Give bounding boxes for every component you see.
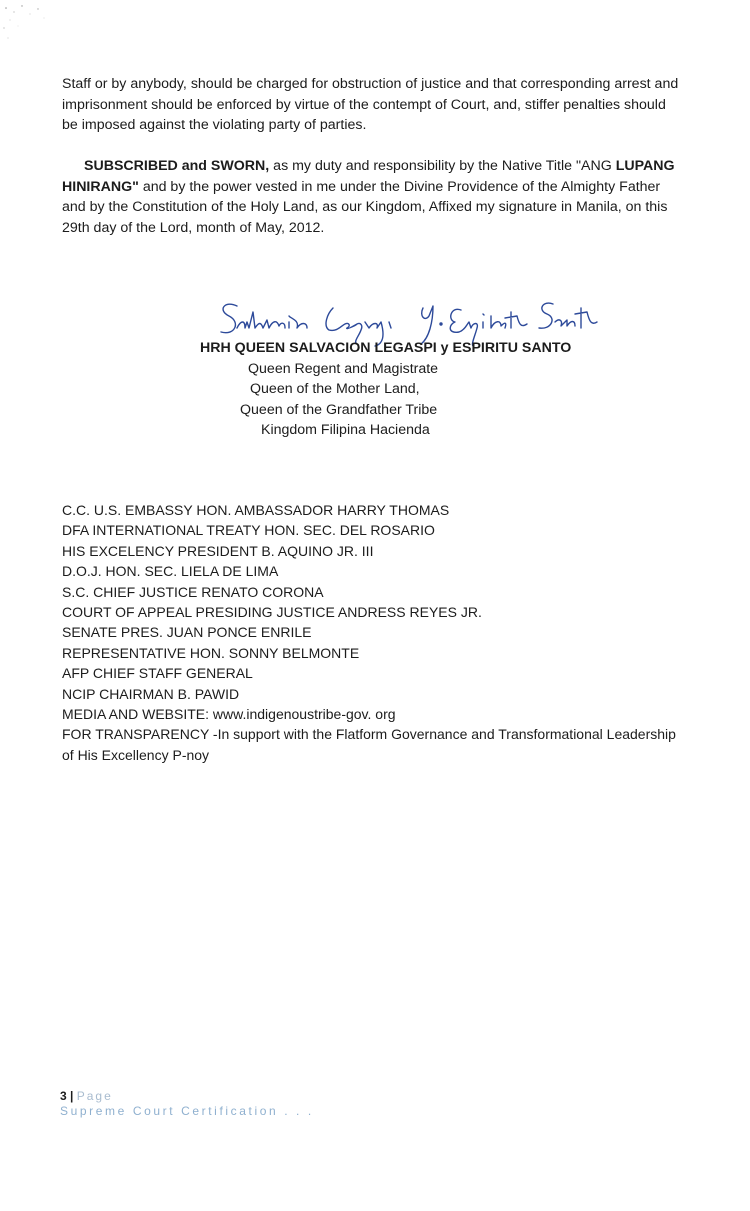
cc-list-item: MEDIA AND WEBSITE: www.indigenoustribe-gov. org xyxy=(62,706,396,723)
cc-list-item: SENATE PRES. JUAN PONCE ENRILE xyxy=(62,624,312,641)
scan-noise xyxy=(0,0,70,50)
signatory-block xyxy=(200,338,620,441)
cc-list-item: AFP CHIEF STAFF GENERAL xyxy=(62,665,253,682)
signatory-title-4: Kingdom Filipina Hacienda xyxy=(261,422,430,438)
oath-text-part1: as my duty and responsibility by the Native Title "ANG xyxy=(269,158,616,174)
body-paragraph-oath xyxy=(62,156,682,238)
cc-list-item: of His Excellency P-noy xyxy=(62,746,210,763)
cc-list-item: D.O.J. HON. SEC. LIELA DE LIMA xyxy=(62,563,279,580)
page-footer-number xyxy=(60,1088,113,1104)
oath-text-part2: and by the power vested in me under the Divine Providence of the Almighty Father and by the Constitution of the Holy Land, as our Kingdom, Affixed my signature in Manila, on this 29th day of the Lord, month of May, 2012. xyxy=(62,178,668,236)
cc-list-item: FOR TRANSPARENCY -In support with the Flatform Governance and Transformational Leadership xyxy=(62,726,676,743)
cc-list-item: HIS EXCELENCY PRESIDENT B. AQUINO JR. III xyxy=(62,542,374,559)
cc-list-item: DFA INTERNATIONAL TREATY HON. SEC. DEL ROSARIO xyxy=(62,522,435,539)
page-separator: | xyxy=(70,1089,74,1103)
signatory-title-3: Queen of the Grandfather Tribe xyxy=(240,401,438,418)
cc-list-item: NCIP CHAIRMAN B. PAWID xyxy=(62,685,240,702)
page-number: 3 xyxy=(60,1089,67,1103)
carbon-copy-list xyxy=(62,500,682,765)
footer-document-title: Supreme Court Certification . . . xyxy=(60,1104,314,1118)
page-label: Page xyxy=(76,1089,113,1103)
oath-lead: SUBSCRIBED and SWORN, xyxy=(84,158,270,174)
cc-list-item: REPRESENTATIVE HON. SONNY BELMONTE xyxy=(62,644,360,661)
cc-list-item: S.C. CHIEF JUSTICE RENATO CORONA xyxy=(62,583,324,600)
signatory-name: HRH QUEEN SALVACION LEGASPI y ESPIRITU SANTO xyxy=(200,340,572,356)
signatory-title-2: Queen of the Mother Land, xyxy=(250,381,420,397)
signatory-title-1: Queen Regent and Magistrate xyxy=(248,360,439,377)
cc-list-item: C.C. U.S. EMBASSY HON. AMBASSADOR HARRY THOMAS xyxy=(62,502,450,518)
body-paragraph-penalties: Staff or by anybody, should be charged for obstruction of justice and that corresponding arrest and imprisonment should be enforced by virtue of the contempt of Court, and, stiffer penalties should be imposed against the violating party of parties. xyxy=(62,76,679,133)
cc-list-item: COURT OF APPEAL PRESIDING JUSTICE ANDRESS REYES JR. xyxy=(62,604,482,621)
oath-native-title: LUPANG HINIRANG" xyxy=(62,158,675,195)
